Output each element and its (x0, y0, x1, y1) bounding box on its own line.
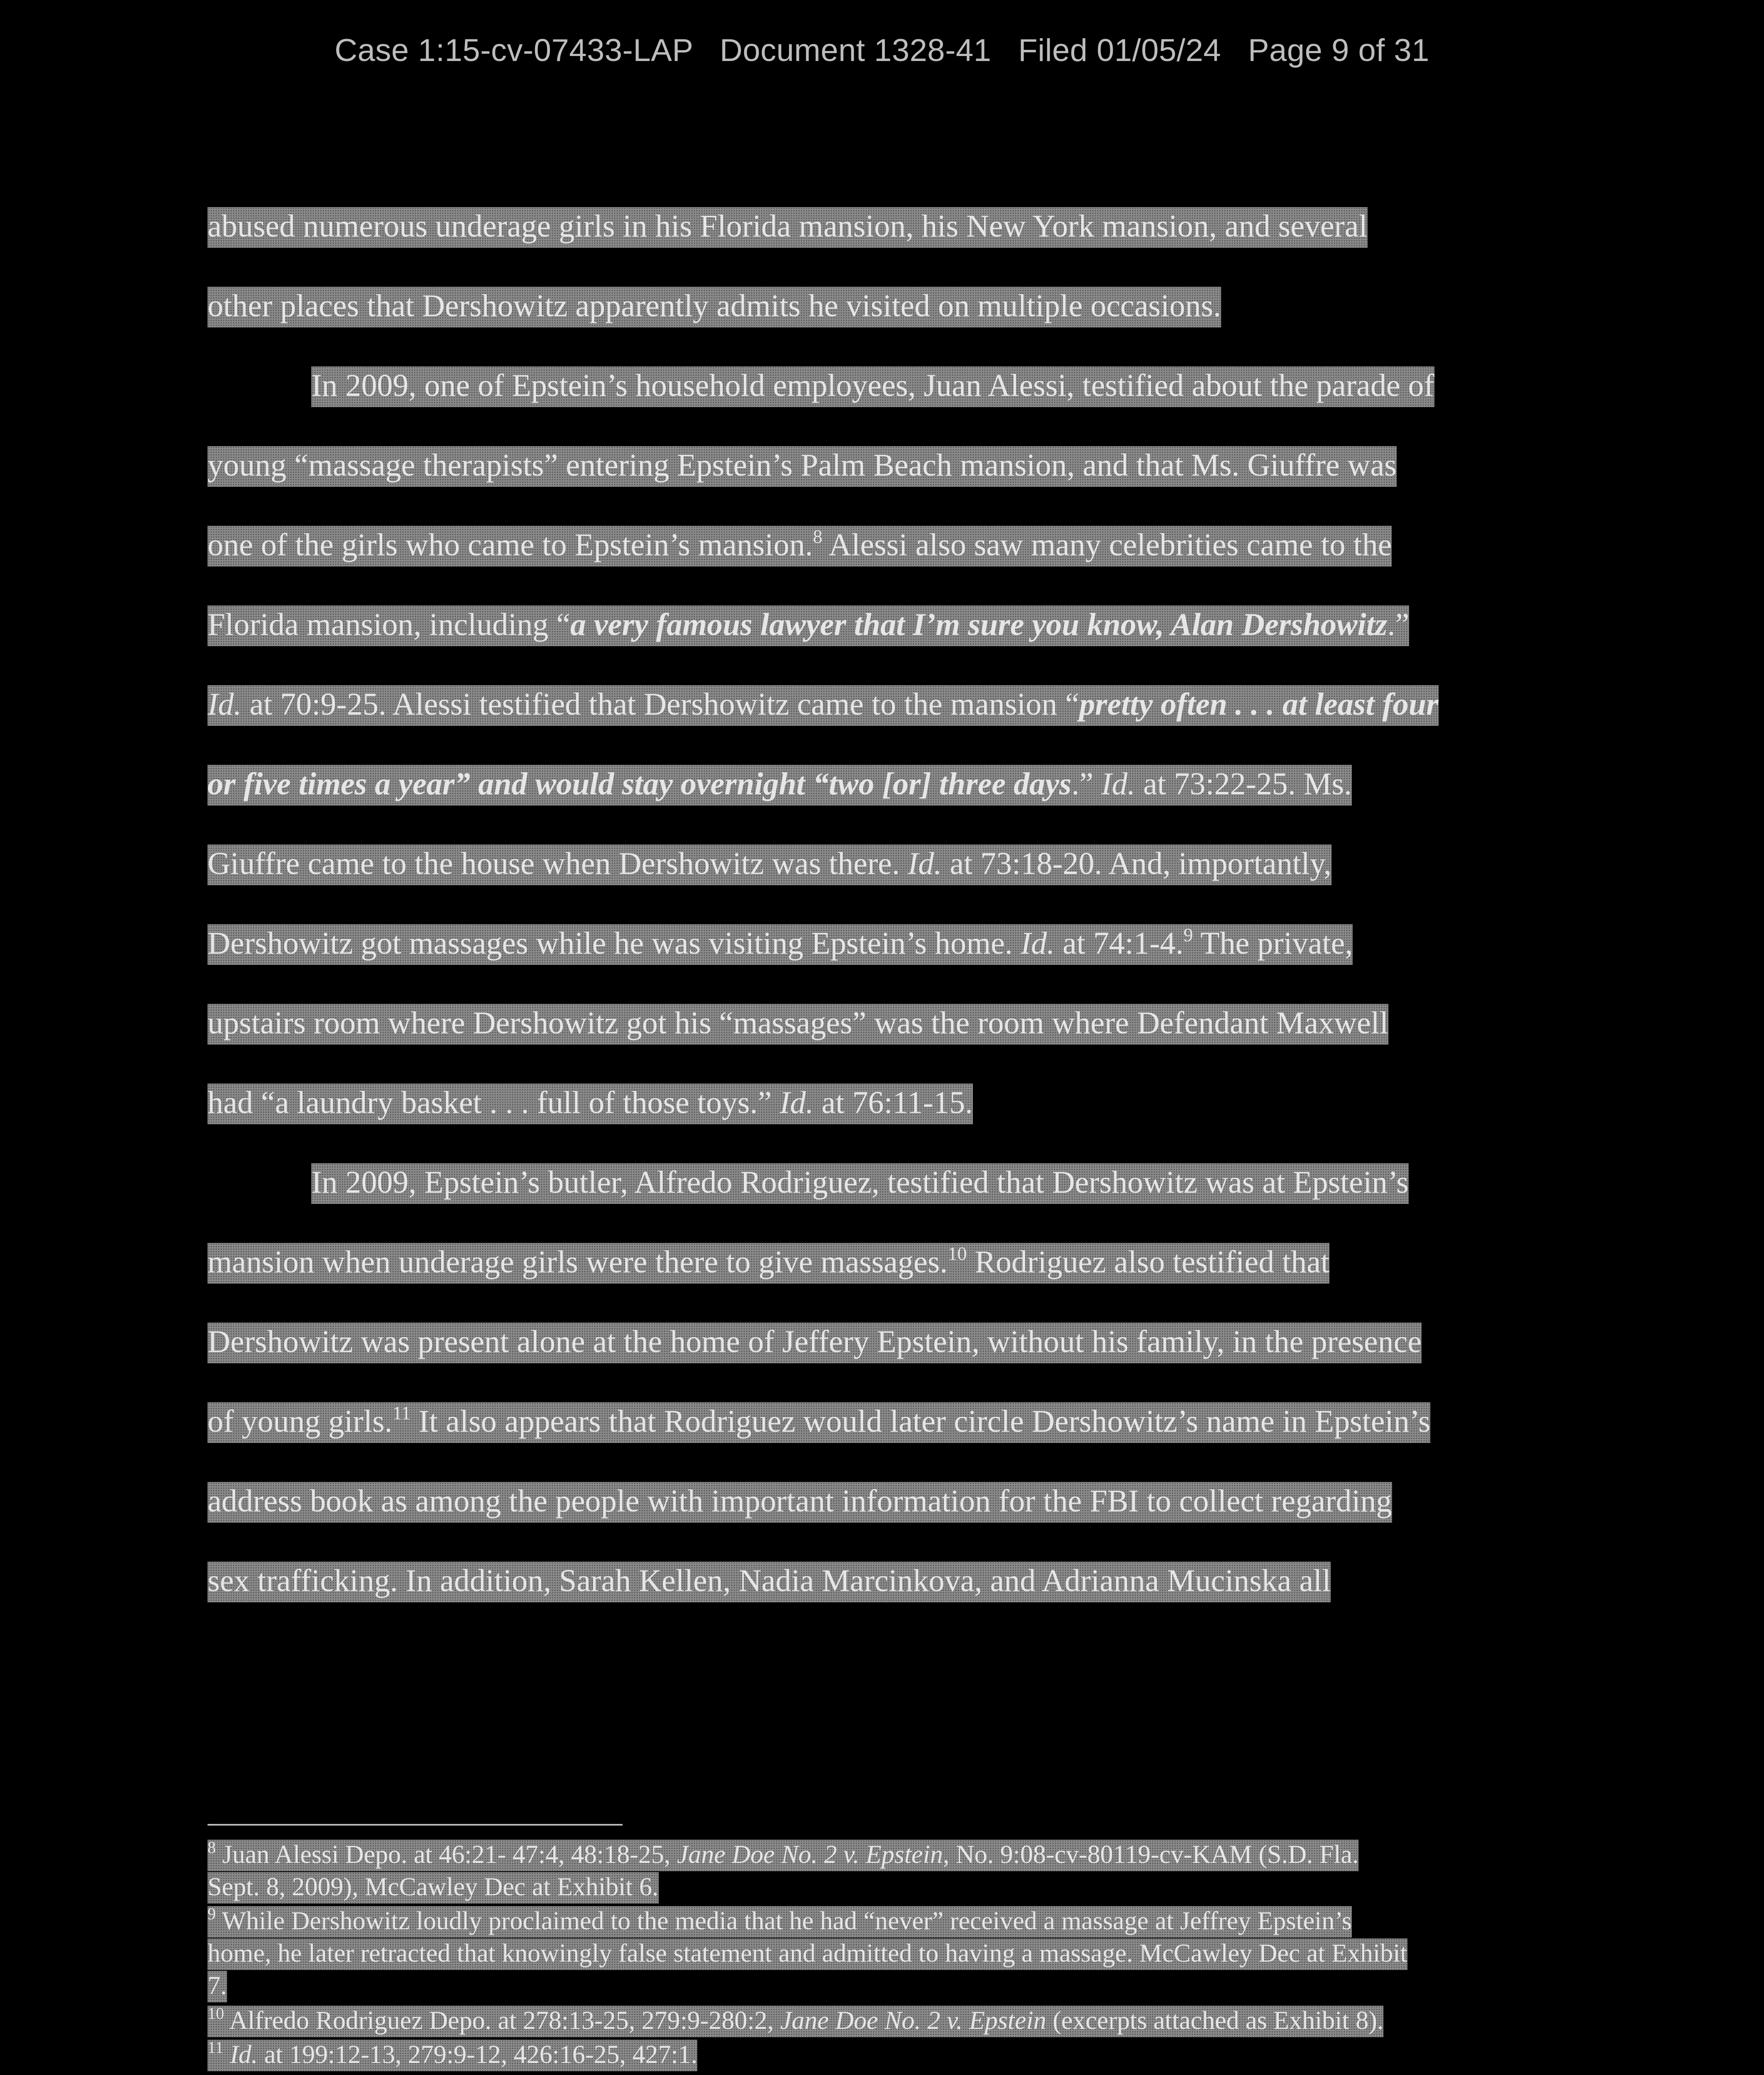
text-line: or five times a year” and would stay overnight “two [or] three days.” Id. at 73:22-25. Ms. (208, 765, 1352, 803)
footnote-ref-9[interactable]: 9 (1183, 924, 1193, 945)
text-line: Dershowitz was present alone at the home of Jeffery Epstein, without his family, in the presence (208, 1323, 1422, 1360)
footnote-9: $^9$ While Dershowitz loudly proclaimed to the media that he had “never” received a massage at Jeffrey Epstein’s (208, 1905, 1352, 1937)
case-number: Case 1:15-cv-07433-LAP (335, 33, 693, 68)
text-line: address book as among the people with important information for the FBI to collect regarding (208, 1482, 1392, 1520)
citation-id: Id. (907, 846, 942, 881)
citation-id: Id. (1020, 926, 1055, 961)
text-line: upstairs room where Dershowitz got his “massages” was the room where Defendant Maxwell (208, 1004, 1388, 1042)
footnote-ref-10[interactable]: 10 (948, 1243, 967, 1264)
paragraph-start: In 2009, one of Epstein’s household employees, Juan Alessi, testified about the parade of (311, 367, 1434, 404)
footnote-11: $^{11}$ Id. at 199:12-13, 279:9-12, 426:16-25, 427:1. (208, 2038, 697, 2071)
paragraph-start: In 2009, Epstein’s butler, Alfredo Rodriguez, testified that Dershowitz was at Epstein’s (311, 1164, 1409, 1201)
text-line: abused numerous underage girls in his Florida mansion, his New York mansion, and several (208, 208, 1368, 245)
footnote-divider (208, 1824, 623, 1826)
footnote-9-cont: 7. (208, 1970, 227, 2002)
page-indicator: Page 9 of 31 (1248, 33, 1429, 68)
footnote-10: $^{10}$ Alfredo Rodriguez Depo. at 278:13-25, 279:9-280:2, Jane Doe No. 2 v. Epstein (excerpts attached as Exhibit 8). (208, 2004, 1383, 2037)
text-line: Florida mansion, including “a very famous lawyer that I’m sure you know, Alan Dershowitz.” (208, 606, 1409, 643)
text-line: mansion when underage girls were there to give massages.$^{10}$ Rodriguez also testified that (208, 1243, 1329, 1281)
text-line: Dershowitz got massages while he was visiting Epstein’s home. Id. at 74:1-4.$^9$ The private, (208, 925, 1353, 962)
citation-id: Id. (208, 687, 242, 722)
footnote-ref-8[interactable]: 8 (813, 526, 823, 547)
footnote-8-cont: Sept. 8, 2009), McCawley Dec at Exhibit 6. (208, 1871, 659, 1903)
case-header (0, 32, 1764, 68)
text-line: sex trafficking. In addition, Sarah Kellen, Nadia Marcinkova, and Adrianna Mucinska all (208, 1562, 1331, 1599)
text-line: young “massage therapists” entering Epstein’s Palm Beach mansion, and that Ms. Giuffre was (208, 447, 1397, 484)
document-number: Document 1328-41 (720, 33, 992, 68)
filed-date: Filed 01/05/24 (1018, 33, 1221, 68)
citation-id: Id. (1101, 767, 1136, 801)
emphasized-quote: a very famous lawyer that I’m sure you know, Alan Dershowitz (570, 607, 1388, 642)
footnote-8: $^8$ Juan Alessi Depo. at 46:21- 47:4, 48:18-25, Jane Doe No. 2 v. Epstein, No. 9:08-cv-80119-cv-KAM (S.D. Fla. (208, 1838, 1358, 1871)
text-line: Giuffre came to the house when Dershowitz was there. Id. at 73:18-20. And, importantly, (208, 845, 1332, 882)
text-line: other places that Dershowitz apparently admits he visited on multiple occasions. (208, 287, 1221, 325)
emphasized-quote: pretty often . . . at least four (1079, 687, 1439, 722)
footnote-9-cont: home, he later retracted that knowingly false statement and admitted to having a massage. McCawley Dec at Exhibit (208, 1937, 1407, 1970)
emphasized-quote: or five times a year” and would stay overnight “two [or] three days (208, 767, 1072, 801)
citation-id: Id. (779, 1085, 814, 1120)
text-line: of young girls.$^{11}$ It also appears that Rodriguez would later circle Dershowitz’s name in Epstein’s (208, 1403, 1430, 1440)
text-line: Id. at 70:9-25. Alessi testified that Dershowitz came to the mansion “pretty often . . . at least four (208, 686, 1439, 723)
text-line: one of the girls who came to Epstein’s mansion.$^8$ Alessi also saw many celebrities came to the (208, 526, 1392, 564)
footnote-ref-11[interactable]: 11 (392, 1402, 411, 1423)
text-line: had “a laundry basket . . . full of those toys.” Id. at 76:11-15. (208, 1084, 973, 1121)
